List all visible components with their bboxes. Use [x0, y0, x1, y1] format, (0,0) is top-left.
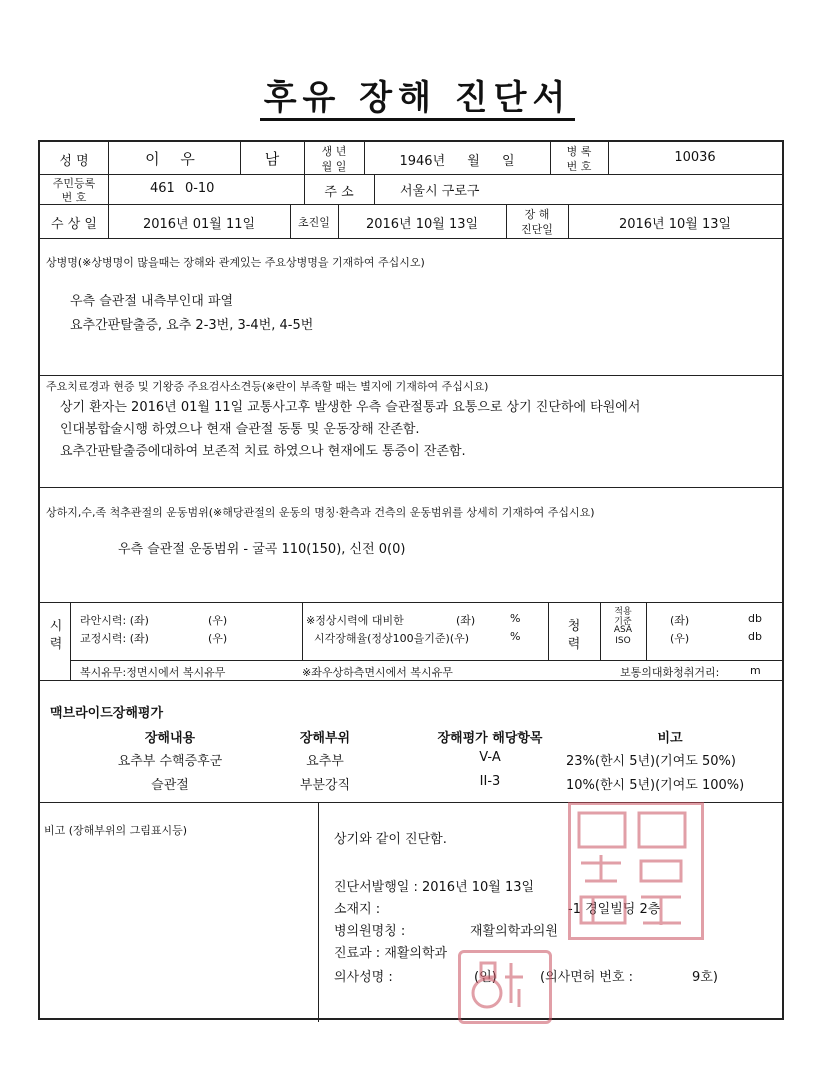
vision-pct-1: % — [510, 612, 521, 625]
document-title: 후유 장해 진단서 — [0, 70, 835, 119]
rom-line: 우측 슬관절 운동범위 - 굴곡 110(150), 신전 0(0) — [118, 542, 406, 557]
record-label-1: 병 록 — [566, 145, 592, 158]
hearing-label: 청 력 — [567, 619, 581, 652]
diagnosis-line: 요추간판탈출증, 요추 2-3번, 3-4번, 4-5번 — [70, 318, 314, 333]
mcbride-col-header: 장해평가 해당항목 — [437, 731, 543, 746]
treatment-line: 상기 환자는 2016년 01월 11일 교통사고후 발생한 우측 슬관절통과 요통으로 상기 진단하에 타원에서 — [60, 400, 641, 415]
corrected-vision-right: (우) — [208, 632, 228, 645]
hearing-left: (좌) — [670, 614, 690, 627]
name-label: 성 명 — [59, 154, 89, 169]
mcbride-col-header: 장해내용 — [144, 731, 196, 746]
doctor-label: 의사성명 : — [334, 970, 393, 985]
hearing-right-unit: db — [748, 630, 762, 643]
birth-label-2: 월 일 — [321, 160, 347, 173]
mcbride-cell: 요추부 — [306, 754, 344, 769]
corrected-vision-label: 교정시력: (좌) — [80, 632, 149, 645]
record-number: 10036 — [674, 150, 716, 165]
disability-diag-date: 2016년 10월 13일 — [618, 217, 732, 232]
id-number: 461 0-10 — [150, 181, 215, 196]
disability-diag-label-1: 장 해 — [524, 208, 550, 221]
certification-statement: 상기와 같이 진단함. — [334, 832, 447, 847]
address-label: 주 소 — [324, 185, 354, 200]
injury-date: 2016년 01월 11일 — [142, 217, 256, 232]
rom-header: 상하지,수,족 척추관절의 운동범위(※해당관절의 운동의 명칭·환측과 건측의 운동범위를 상세히 기재하여 주십시요) — [46, 506, 595, 519]
birth-label-1: 생 년 — [321, 145, 347, 158]
address-value: 서울시 구로구 — [400, 184, 480, 199]
remarks-label: 비고 (장해부위의 그림표시등) — [44, 824, 188, 837]
location-label: 소재지 : — [334, 902, 381, 917]
hearing-left-unit: db — [748, 612, 762, 625]
mcbride-cell: 요추부 수핵증후군 — [117, 754, 223, 769]
mcbride-cell: 슬관절 — [151, 778, 189, 793]
hearing-distance-unit: m — [750, 664, 761, 677]
hospital-label: 병의원명칭 : — [334, 924, 406, 939]
mcbride-col-header: 장해부위 — [299, 731, 351, 746]
doctor-seal-stamp — [458, 950, 552, 1024]
first-visit-label: 초진일 — [298, 216, 330, 229]
mcbride-cell: II-3 — [479, 774, 501, 789]
hearing-distance-label: 보통의대화청취거리: — [620, 666, 720, 679]
first-visit-date: 2016년 10월 13일 — [365, 217, 479, 232]
naked-vision-right: (우) — [208, 614, 228, 627]
hearing-right: (우) — [670, 632, 690, 645]
vision-label: 시 력 — [49, 619, 63, 652]
location-value: -1 경일빌딩 2층 — [568, 902, 661, 917]
issue-date: 진단서발행일 : 2016년 10월 13일 — [334, 880, 535, 895]
hearing-standard-2: 기준 — [614, 617, 632, 627]
treatment-line: 인대봉합술시행 하였으나 현재 슬관절 동통 및 운동장해 잔존함. — [60, 422, 420, 437]
gender-value: 남 — [264, 150, 280, 168]
diplopia-front: 복시유무:정면시에서 복시유무 — [80, 666, 226, 679]
naked-vision-label: 라안시력: (좌) — [80, 614, 149, 627]
hospital-name: 재활의학과의원 — [470, 924, 558, 939]
disability-diag-label-2: 진단일 — [521, 223, 553, 236]
vision-pct-2: % — [510, 630, 521, 643]
mcbride-cell: 10%(한시 5년)(기여도 100%) — [566, 778, 745, 793]
doctor-seal-mark: (인) — [474, 970, 497, 985]
hearing-standard-4: ISO — [615, 636, 631, 646]
birth-value: 1946년 월 일 — [399, 154, 515, 169]
treatment-line: 요추간판탈출증에대하여 보존적 치료 하였으나 현재에도 통증이 잔존함. — [60, 444, 466, 459]
name-value: 이 우 — [145, 150, 203, 168]
injury-date-label: 수 상 일 — [51, 217, 97, 232]
diagnosis-header: 상병명(※상병명이 많을때는 장해와 관계있는 주요상병명을 기재하여 주십시오) — [46, 256, 425, 269]
mcbride-col-header: 비고 — [657, 731, 683, 746]
certificate-form — [38, 140, 784, 1020]
id-label-2: 번 호 — [61, 191, 87, 204]
id-label-1: 주민등록 — [52, 177, 96, 190]
record-label-2: 번 호 — [566, 160, 592, 173]
department: 진료과 : 재활의학과 — [334, 946, 448, 961]
hospital-seal-stamp — [568, 802, 704, 940]
hearing-standard-1: 적용 — [614, 607, 632, 617]
vision-left-label: (좌) — [456, 614, 476, 627]
license-label: (의사면허 번호 : — [540, 970, 634, 985]
hearing-standard-3: ASA — [613, 625, 633, 635]
normal-compare-label: ※정상시력에 대비한 — [306, 614, 404, 627]
mcbride-cell: 23%(한시 5년)(기여도 50%) — [566, 754, 736, 769]
mcbride-cell: V-A — [479, 750, 501, 765]
diplopia-side: ※좌우상하측면시에서 복시유무 — [302, 666, 453, 679]
diagnosis-line: 우측 슬관절 내측부인대 파열 — [70, 294, 234, 309]
visual-impairment-label: 시각장해율(정상100을기준)(우) — [314, 632, 470, 645]
license-number: 9호) — [692, 970, 718, 985]
mcbride-title: 맥브라이드장해평가 — [50, 706, 164, 721]
treatment-header: 주요치료경과 현증 및 기왕증 주요검사소견등(※란이 부족할 때는 별지에 기재하여 주십시요) — [46, 380, 489, 393]
mcbride-cell: 부분강직 — [299, 778, 351, 793]
